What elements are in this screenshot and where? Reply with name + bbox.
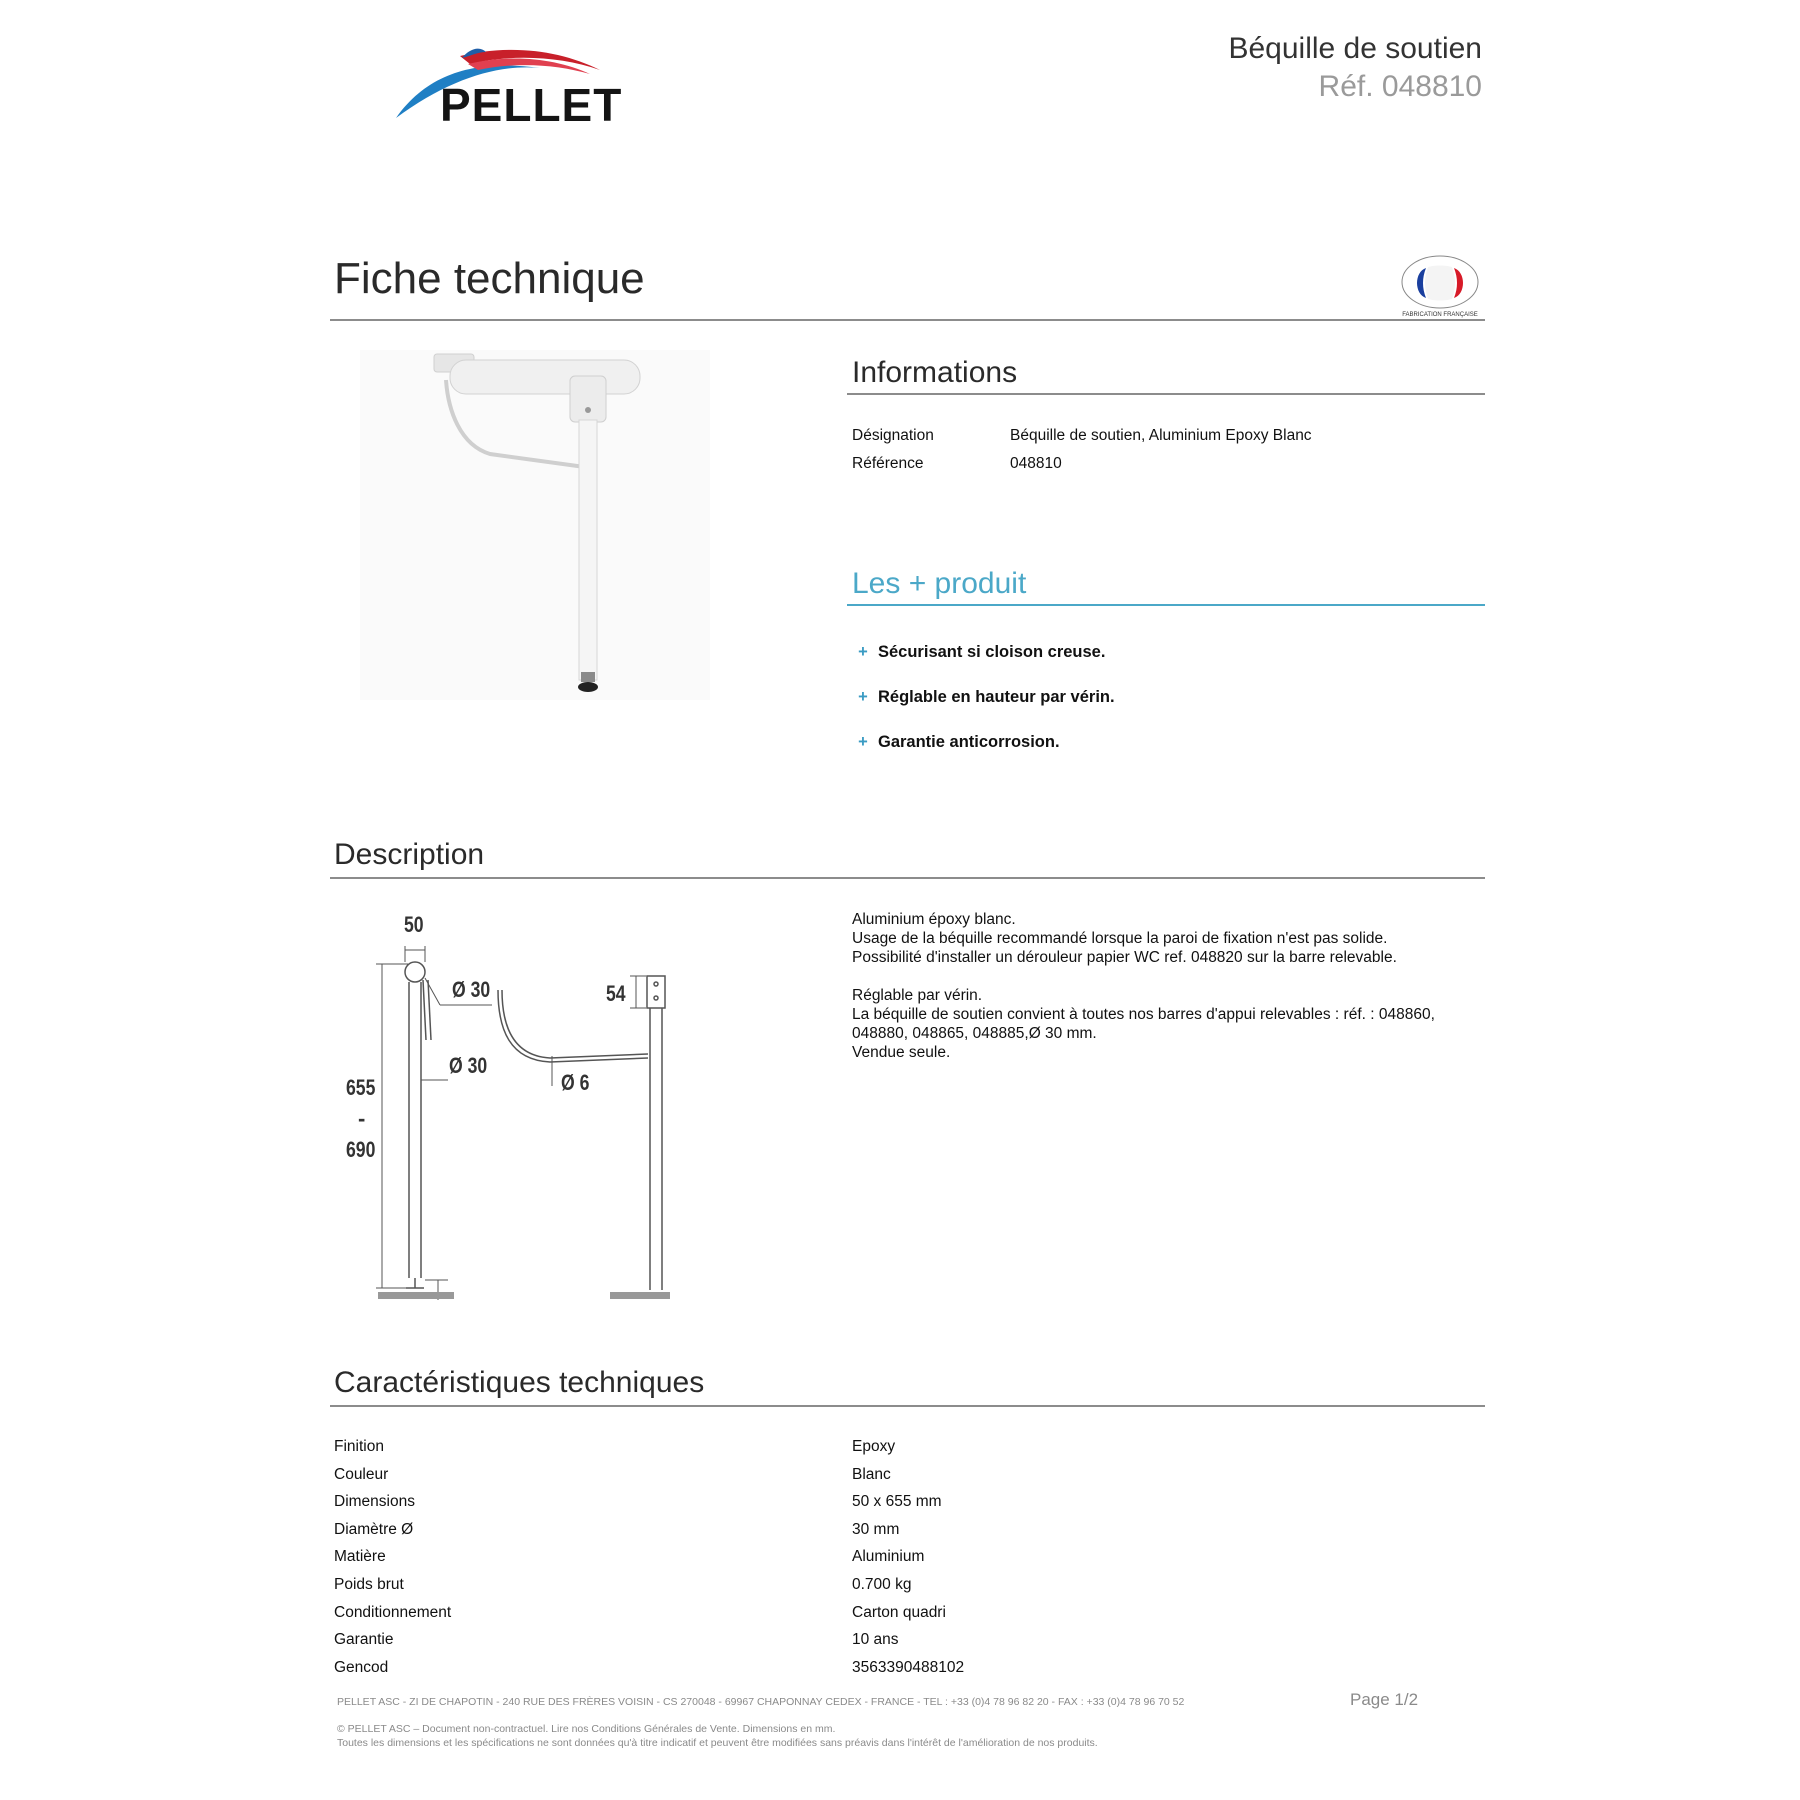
spec-label: Matière bbox=[334, 1548, 386, 1565]
spec-label: Diamètre Ø bbox=[334, 1521, 414, 1538]
paragraph-gap bbox=[852, 967, 1472, 986]
spec-value: 30 mm bbox=[852, 1521, 900, 1538]
footer-address: PELLET ASC - ZI DE CHAPOTIN - 240 RUE DES FRÈRES VOISIN - CS 270048 - 69967 CHAPONNAY CEDEX - FRANCE - TEL : +33 (0)4 78 96 82 20 - FAX : +33 (0)4 78 96 70 52 bbox=[337, 1696, 1185, 1708]
page-number: Page 1/2 bbox=[1350, 1690, 1419, 1709]
dim-rod-label: Ø 6 bbox=[561, 1070, 590, 1095]
spec-label: Finition bbox=[334, 1438, 384, 1455]
informations-heading: Informations bbox=[852, 356, 1018, 389]
badge-label: FABRICATION FRANÇAISE bbox=[1402, 312, 1478, 318]
dim-diameter-mid-label: Ø 30 bbox=[449, 1053, 488, 1078]
spec-label: Conditionnement bbox=[334, 1604, 452, 1621]
caracteristiques-rule bbox=[330, 1405, 1485, 1407]
dim-height-min-label: 655 bbox=[346, 1075, 376, 1100]
title-rule bbox=[330, 319, 1485, 321]
spec-label: Couleur bbox=[334, 1466, 389, 1483]
spec-value: 10 ans bbox=[852, 1631, 899, 1648]
page-title: Fiche technique bbox=[334, 254, 645, 303]
technical-drawing bbox=[330, 900, 710, 1320]
spec-label: Gencod bbox=[334, 1659, 389, 1676]
brand-wordmark: PELLET bbox=[440, 79, 623, 131]
spec-value: 0.700 kg bbox=[852, 1576, 912, 1593]
spec-value: 50 x 655 mm bbox=[852, 1493, 942, 1510]
info-label-reference: Référence bbox=[852, 455, 924, 472]
plus-item: + Réglable en hauteur par vérin. bbox=[852, 688, 1115, 707]
dim-width-label: 50 bbox=[404, 912, 424, 937]
description-rule bbox=[330, 877, 1485, 879]
spec-value: Carton quadri bbox=[852, 1604, 946, 1621]
footer-copyright: © PELLET ASC – Document non-contractuel. Lire nos Conditions Générales de Vente. Dimensions en mm. bbox=[337, 1723, 836, 1735]
plus-icon: + bbox=[858, 733, 868, 751]
plus-produit-rule bbox=[847, 604, 1485, 606]
spec-label: Poids brut bbox=[334, 1576, 404, 1593]
spec-value: Epoxy bbox=[852, 1438, 896, 1455]
spec-label: Dimensions bbox=[334, 1493, 415, 1510]
dim-height-max-label: 690 bbox=[346, 1137, 376, 1162]
caracteristiques-heading: Caractéristiques techniques bbox=[334, 1366, 705, 1399]
fabrication-francaise-badge bbox=[1400, 254, 1480, 310]
product-title: Béquille de soutien bbox=[1228, 32, 1482, 65]
info-value-reference: 048810 bbox=[1010, 455, 1062, 472]
plus-produit-heading: Les + produit bbox=[852, 567, 1027, 600]
informations-rule bbox=[847, 393, 1485, 395]
spec-value: Aluminium bbox=[852, 1548, 925, 1565]
dim-bracket-label: 54 bbox=[606, 981, 626, 1006]
spec-label: Garantie bbox=[334, 1631, 394, 1648]
plus-icon: + bbox=[858, 688, 868, 706]
dim-diameter-top-label: Ø 30 bbox=[452, 977, 491, 1002]
info-value-designation: Béquille de soutien, Aluminium Epoxy Blanc bbox=[1010, 427, 1312, 444]
footer-disclaimer: Toutes les dimensions et les spécifications ne sont données qu'à titre indicatif et peuvent être modifiées sans préavis dans l'intérêt de l'amélioration de nos produits. bbox=[337, 1737, 1098, 1749]
plus-item: + Garantie anticorrosion. bbox=[852, 733, 1060, 752]
spec-value: 3563390488102 bbox=[852, 1659, 965, 1676]
spec-value: Blanc bbox=[852, 1466, 891, 1483]
description-heading: Description bbox=[334, 838, 485, 871]
product-reference: Réf. 048810 bbox=[1318, 70, 1482, 103]
product-photo bbox=[360, 350, 710, 700]
plus-icon: + bbox=[858, 643, 868, 661]
plus-item: + Sécurisant si cloison creuse. bbox=[852, 643, 1105, 662]
dim-height-sep: - bbox=[358, 1106, 366, 1131]
description-text: Aluminium époxy blanc. Usage de la béquille recommandé lorsque la paroi de fixation n'est pas solide. Possibilité d'installer un dérouleur papier WC ref. 048820 sur la barre relevable. Réglable par vérin. La béquille de soutien convient à toutes nos barres d'appui relevables : réf. : 048860, 048880, 048865, 048885,Ø 30 mm. Vendue seule. bbox=[852, 910, 1472, 1062]
info-label-designation: Désignation bbox=[852, 427, 934, 444]
